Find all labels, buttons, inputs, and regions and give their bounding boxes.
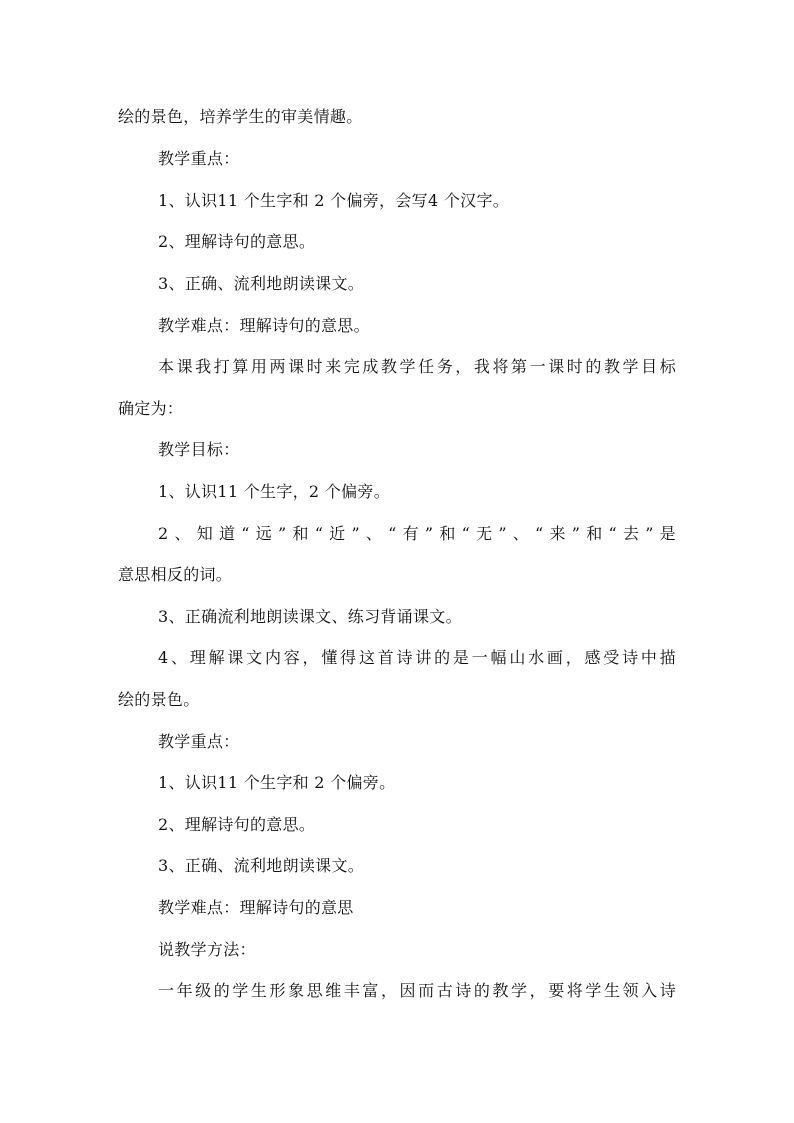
text-line: 绘的景色，培养学生的审美情趣。 <box>118 107 363 126</box>
text-line: 教学难点：理解诗句的意思 <box>158 898 354 917</box>
text-line: 说教学方法： <box>158 940 256 959</box>
text-line: 意思相反的词。 <box>118 565 233 584</box>
text-line: 3、正确、流利地朗读课文。 <box>158 274 365 293</box>
text-line: 2、理解诗句的意思。 <box>158 815 316 834</box>
text-line: 1、认识11 个生字，2 个偏旁。 <box>158 482 390 501</box>
text-line: 4、理解课文内容，懂得这首诗讲的是一幅山水画，感受诗中描 <box>158 648 676 667</box>
text-line: 1、认识11 个生字和 2 个偏旁。 <box>158 773 396 792</box>
text-line: 3、正确流利地朗读课文、练习背诵课文。 <box>158 607 462 626</box>
text-line: 2、理解诗句的意思。 <box>158 232 316 251</box>
text-line: 本课我打算用两课时来完成教学任务，我将第一课时的教学目标 <box>158 357 676 376</box>
text-line: 教学目标： <box>158 440 240 459</box>
text-line: 教学难点：理解诗句的意思。 <box>158 316 370 335</box>
text-line: 教学重点： <box>158 732 240 751</box>
text-line: 确定为： <box>118 399 184 418</box>
text-line: 一年级的学生形象思维丰富，因而古诗的教学，要将学生领入诗 <box>158 981 676 1000</box>
text-line: 3、正确、流利地朗读课文。 <box>158 856 365 875</box>
text-line: 教学重点： <box>158 149 240 168</box>
text-line: 1、认识11 个生字和 2 个偏旁，会写4 个汉字。 <box>158 191 510 210</box>
text-line: 绘的景色。 <box>118 690 200 709</box>
text-line: 2、知道“远”和“近”、“有”和“无”、“来”和“去”是 <box>158 524 676 543</box>
